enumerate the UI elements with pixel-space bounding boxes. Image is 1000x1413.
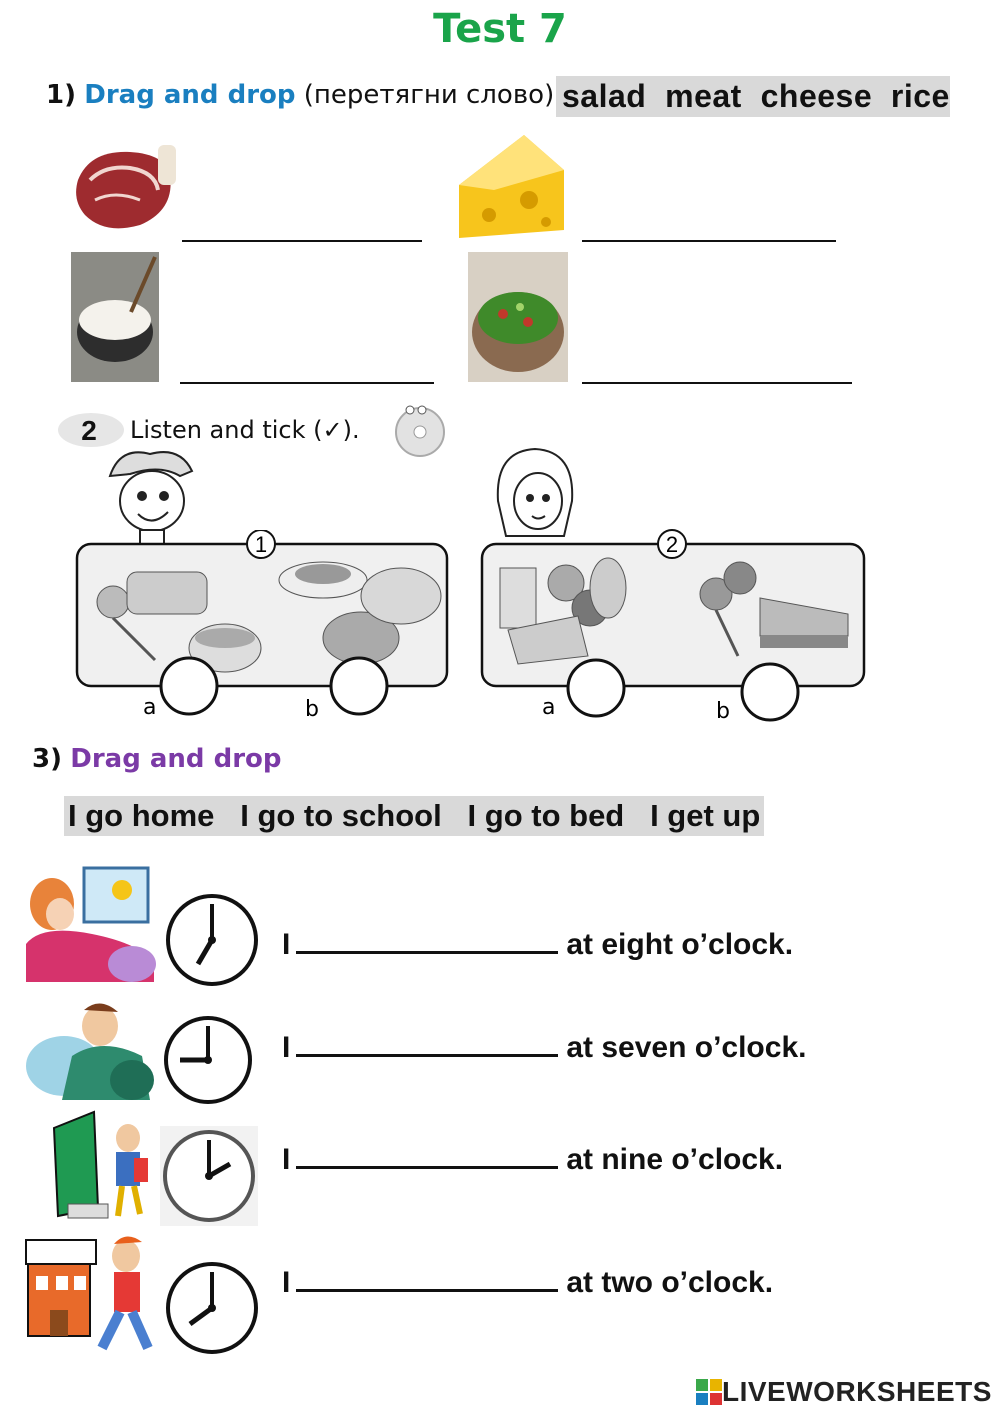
sentence-3-subject: I [282, 1143, 291, 1176]
clock-two-icon [160, 1126, 258, 1226]
cd-icon [392, 402, 450, 458]
sentence-4-rest: at two o’clock. [566, 1266, 774, 1299]
card-1-option-b: b [305, 697, 319, 722]
card-2-option-b: b [716, 699, 730, 724]
q1-hint: (перетягни слово) [303, 80, 555, 110]
sentence-2-blank[interactable] [296, 1034, 558, 1057]
q3-sentence-1 [282, 928, 793, 962]
q3-sentence-3 [282, 1143, 783, 1177]
q3-heading [32, 744, 282, 774]
q2-number-badge [56, 410, 126, 450]
listen-card-1 [75, 530, 451, 722]
q1-answer-blank-salad[interactable] [582, 382, 852, 384]
q3-instruction: Drag and drop [70, 744, 282, 774]
salad-image [468, 252, 568, 382]
card-2-tick-a[interactable] [568, 660, 624, 716]
q3-number: 3) [32, 744, 62, 774]
card-2-option-a: a [542, 695, 556, 720]
q3-sentence-2 [282, 1031, 806, 1065]
boy-home-door-illustration [44, 1108, 154, 1220]
card-1-tick-b[interactable] [331, 658, 387, 714]
liveworksheets-logo-text: LIVEWORKSHEETS [722, 1376, 992, 1407]
q3-word-bank[interactable]: I go home I go to school I go to bed I get up [64, 796, 764, 836]
q1-word-bank[interactable]: salad meat cheese rice [556, 76, 950, 117]
q1-answer-blank-cheese[interactable] [582, 240, 836, 242]
clock-eight-icon [164, 1260, 260, 1356]
card-1-label: 1 [254, 532, 268, 557]
sentence-1-rest: at eight o’clock. [566, 928, 794, 961]
q2-number: 2 [81, 415, 97, 446]
boy-bed-illustration [22, 996, 158, 1104]
sentence-3-rest: at nine o’clock. [566, 1143, 784, 1176]
sentence-1-subject: I [282, 928, 291, 961]
sentence-1-blank[interactable] [296, 931, 558, 954]
q2-instruction: Listen and tick (✓). [130, 416, 360, 444]
sentence-2-subject: I [282, 1031, 291, 1064]
meat-image [70, 140, 180, 235]
q1-instruction: Drag and drop [84, 80, 296, 110]
sentence-3-blank[interactable] [296, 1146, 558, 1169]
boy-school-illustration [22, 1230, 158, 1356]
liveworksheets-logo [696, 1376, 992, 1408]
liveworksheets-logo-icon [696, 1379, 722, 1405]
q1-number: 1) [46, 80, 76, 110]
clock-nine-icon [162, 1014, 254, 1106]
q1-heading [46, 80, 554, 110]
card-2-tick-b[interactable] [742, 664, 798, 720]
q1-answer-blank-meat[interactable] [182, 240, 422, 242]
q1-answer-blank-rice[interactable] [180, 382, 434, 384]
clock-seven-icon [164, 892, 260, 988]
sentence-4-blank[interactable] [296, 1269, 558, 1292]
girl-waking-illustration [22, 864, 158, 986]
card-1-option-a: a [143, 695, 157, 720]
page-title: Test 7 [433, 6, 567, 52]
sentence-4-subject: I [282, 1266, 291, 1299]
card-2-label: 2 [665, 532, 679, 557]
cheese-image [454, 130, 572, 242]
listen-card-2 [478, 528, 870, 724]
q3-sentence-4 [282, 1266, 773, 1300]
card-1-tick-a[interactable] [161, 658, 217, 714]
sentence-2-rest: at seven o’clock. [566, 1031, 807, 1064]
rice-image [71, 252, 159, 382]
